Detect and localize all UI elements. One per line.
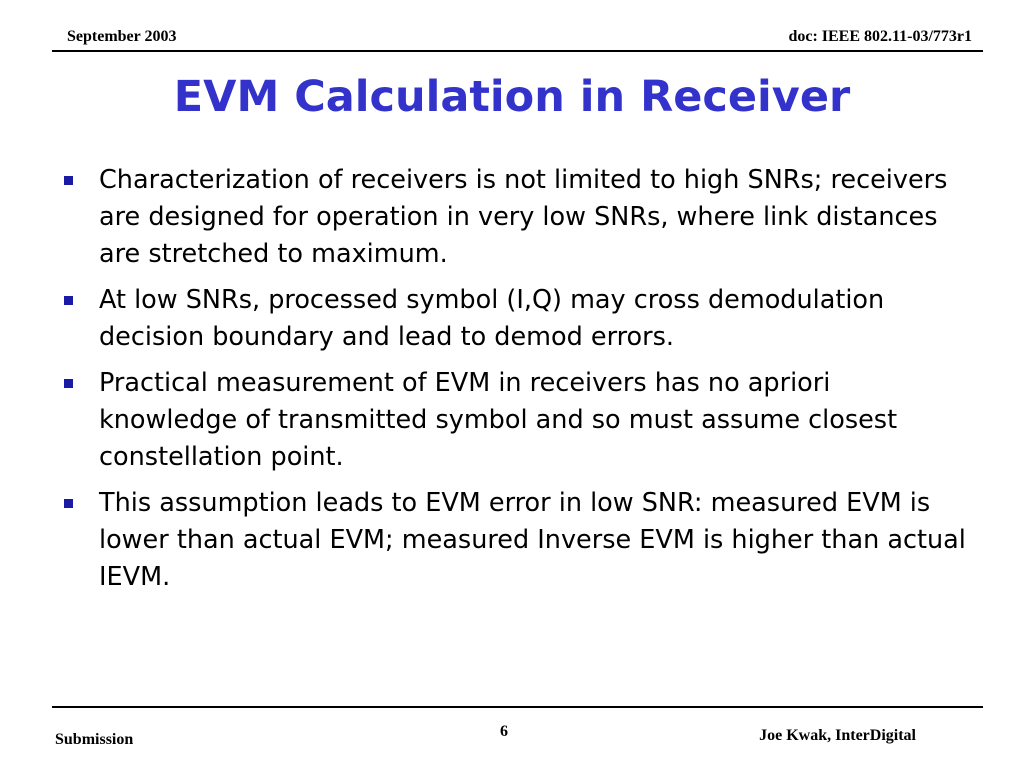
slide-title: EVM Calculation in Receiver: [173, 72, 851, 122]
square-bullet-icon: [64, 499, 73, 508]
bullet-text: At low SNRs, processed symbol (I,Q) may cross demodulation decision boundary and lead to demod errors.: [99, 285, 885, 352]
header-rule: [52, 50, 983, 52]
bullet-item: [64, 365, 969, 476]
footer-rule: [52, 706, 983, 708]
bullet-item: [64, 485, 969, 596]
bullet-text: Practical measurement of EVM in receivers has no apriori knowledge of transmitted symbol and so must assume closest constellation point.: [99, 368, 898, 472]
footer-author: Joe Kwak, InterDigital: [759, 727, 916, 744]
square-bullet-icon: [64, 296, 73, 305]
footer-submission: Submission: [55, 731, 134, 748]
square-bullet-icon: [64, 176, 73, 185]
square-bullet-icon: [64, 379, 73, 388]
header-doc-id: doc: IEEE 802.11-03/773r1: [788, 28, 972, 45]
bullet-text: Characterization of receivers is not limited to high SNRs; receivers are designed for operation in very low SNRs, where link distances are stretched to maximum.: [99, 165, 948, 269]
bullet-item: [64, 282, 969, 356]
bullet-text: This assumption leads to EVM error in low SNR: measured EVM is lower than actual EVM; measured Inverse EVM is higher than actual IEVM.: [99, 488, 966, 592]
page-number: 6: [500, 723, 508, 740]
header-date: September 2003: [67, 28, 177, 45]
bullet-list: [64, 162, 969, 605]
bullet-item: [64, 162, 969, 273]
